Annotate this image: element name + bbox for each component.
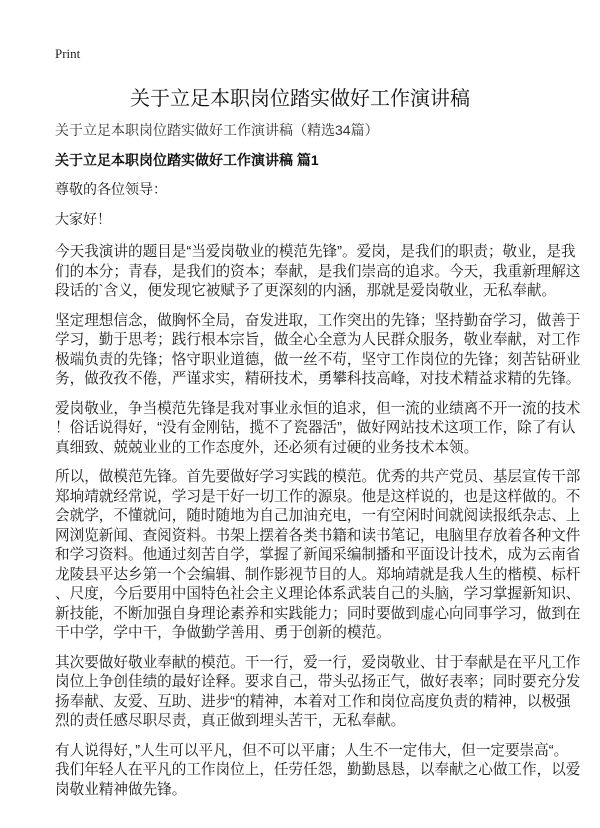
paragraph-line: 所以，做模范先锋。首先要做好学习实践的模范。优秀的共产党员、基层宣传干部 xyxy=(55,469,581,485)
paragraph-line: 会就学，不懂就问，随时随地为自己加油充电，一有空闲时间就阅读报纸杂志、上 xyxy=(55,508,581,524)
paragraph-line: 今天我演讲的题目是“当爱岗敬业的模范先锋”。爱岗，是我们的职责；敬业，是我 xyxy=(55,244,576,260)
paragraph-line: 爱岗敬业，争当模范先锋是我对事业永恒的追求，但一流的业绩离不开一流的技术 xyxy=(55,400,581,417)
paragraph-5 xyxy=(55,654,581,732)
paragraph-line: 烈的责任感尽职尽责，真正做到埋头苦干，无私奉献。 xyxy=(55,713,406,729)
paragraph-line: 岗敬业精神做先锋。 xyxy=(55,781,187,798)
paragraph-line: 其次要做好敬业奉献的模范。干一行，爱一行，爱岗敬业、甘于奉献是在平凡工作 xyxy=(55,654,581,671)
paragraph-line: 网浏览新闻、查阅资料。书架上摆着各类书籍和读书笔记，电脑里存放着各种文件 xyxy=(55,527,581,544)
paragraph-line: 新技能，不断加强自身理论素养和实践能力；同时要做到虚心向同事学习，做到在 xyxy=(55,605,581,622)
paragraph-line: 岗位上争创佳绩的最好诠释。要求自己，带头弘扬正气，做好表率；同时要充分发 xyxy=(55,674,581,690)
paragraph-line: 、尺度，今后要用中国特色社会主义理论体系武装自己的头脑，学习掌握新知识、 xyxy=(55,586,581,602)
paragraph-line: 郑垧靖就经常说，学习是干好一切工作的源泉。他是这样说的，也是这样做的。不 xyxy=(55,488,581,505)
paragraph-line: 极端负责的先锋；恪守职业道德，做一丝不苟，坚守工作岗位的先锋；刻苦钻研业 xyxy=(55,351,581,368)
paragraph-line: 坚定理想信念，做胸怀全局，奋发进取，工作突出的先锋；坚持勤奋学习，做善于 xyxy=(55,312,581,329)
greeting: 尊敬的各位领导： xyxy=(55,181,167,197)
document-body xyxy=(55,243,581,810)
paragraph-line: 有人说得好，”人生可以平凡，但不可以平庸；人生不一定伟大，但一定要崇高“。 xyxy=(55,742,569,759)
paragraph-line: 扬奉献、友爱、互助、进步“的精神，本着对工作和岗位高度负责的精神，以极强 xyxy=(55,693,571,710)
paragraph-line: 真细致、兢兢业业的工作态度外，还必须有过硬的业务技术本领。 xyxy=(55,439,479,456)
paragraph-6 xyxy=(55,742,581,801)
section-heading: 关于立足本职岗位踏实做好工作演讲稿 篇1 xyxy=(55,152,319,168)
document-title: 关于立足本职岗位踏实做好工作演讲稿 xyxy=(130,88,470,110)
hello-line: 大家好！ xyxy=(55,211,111,227)
document-subtitle: 关于立足本职岗位踏实做好工作演讲稿（精选34篇） xyxy=(55,122,379,138)
paragraph-line: 们的本分；青春，是我们的资本；奉献，是我们崇高的追求。今天，我重新理解这 xyxy=(55,263,581,280)
paragraph-line: 务，做孜孜不倦，严谨求实，精研技术，勇攀科技高峰，对技术精益求精的先锋。 xyxy=(55,371,581,387)
paragraph-line: 段话的`含义，便发现它被赋予了更深刻的内涵，那就是爱岗敬业，无私奉献。 xyxy=(55,283,557,299)
paragraph-line: 龙陵县平达乡第一个会编辑、制作影视节目的人。郑垧靖就是我人生的楷模、标杆 xyxy=(55,566,581,583)
paragraph-line: 学习，勤于思考；践行根本宗旨，做全心全意为人民群众服务，敬业奉献，对工作 xyxy=(55,332,581,348)
paragraph-1 xyxy=(55,243,581,302)
paragraph-3 xyxy=(55,400,581,459)
paragraph-2 xyxy=(55,312,581,390)
paragraph-line: 干中学，学中干，争做勤学善用、勇于创新的模范。 xyxy=(55,625,391,641)
paragraph-line: 和学习资料。他通过刻苦自学，掌握了新闻采编制播和平面设计技术，成为云南省 xyxy=(55,547,581,563)
paragraph-4 xyxy=(55,468,581,644)
paragraph-line: ！俗话说得好，“没有金刚钻，揽不了瓷器活”，做好网站技术这项工作，除了有认 xyxy=(55,420,576,436)
paragraph-line: 我们年轻人在平凡的工作岗位上，任劳任怨，勤勤恳恳，以奉献之心做工作，以爱 xyxy=(55,762,581,778)
print-link[interactable]: Print xyxy=(55,46,81,61)
